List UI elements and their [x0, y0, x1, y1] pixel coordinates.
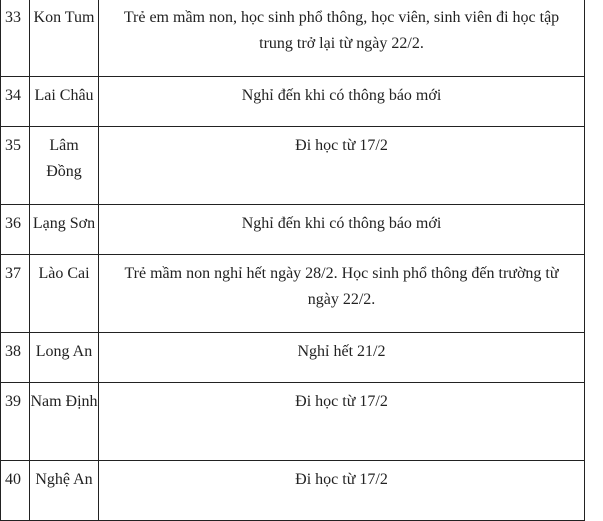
schedule-info: Nghỉ đến khi có thông báo mới	[99, 77, 585, 127]
province-name: Lâm Đồng	[30, 127, 99, 205]
row-number: 39	[1, 383, 30, 461]
province-name: Nam Định	[30, 383, 99, 461]
province-name: Lai Châu	[30, 77, 99, 127]
schedule-info: Nghỉ hết 21/2	[99, 333, 585, 383]
schedule-info: Trẻ mầm non nghỉ hết ngày 28/2. Học sinh phổ thông đến trường từ ngày 22/2.	[99, 255, 585, 333]
row-number: 37	[1, 255, 30, 333]
schedule-info: Nghỉ đến khi có thông báo mới	[99, 205, 585, 255]
table-row	[1, 127, 585, 205]
province-name: Nghệ An	[30, 461, 99, 521]
table-row	[1, 255, 585, 333]
row-number: 34	[1, 77, 30, 127]
table-row	[1, 77, 585, 127]
table-row	[1, 333, 585, 383]
row-number: 36	[1, 205, 30, 255]
schedule-info: Đi học từ 17/2	[99, 461, 585, 521]
schedule-info: Đi học từ 17/2	[99, 383, 585, 461]
province-name: Lào Cai	[30, 255, 99, 333]
schedule-info: Trẻ em mầm non, học sinh phổ thông, học viên, sinh viên đi học tập trung trở lại từ ngày 22/2.	[99, 0, 585, 77]
row-number: 33	[1, 0, 30, 77]
row-number: 35	[1, 127, 30, 205]
table-row	[1, 383, 585, 461]
table-row	[1, 461, 585, 521]
table-row	[1, 205, 585, 255]
province-name: Long An	[30, 333, 99, 383]
schedule-info: Đi học từ 17/2	[99, 127, 585, 205]
province-name: Kon Tum	[30, 0, 99, 77]
row-number: 40	[1, 461, 30, 521]
province-name: Lạng Sơn	[30, 205, 99, 255]
table-row	[1, 0, 585, 77]
row-number: 38	[1, 333, 30, 383]
